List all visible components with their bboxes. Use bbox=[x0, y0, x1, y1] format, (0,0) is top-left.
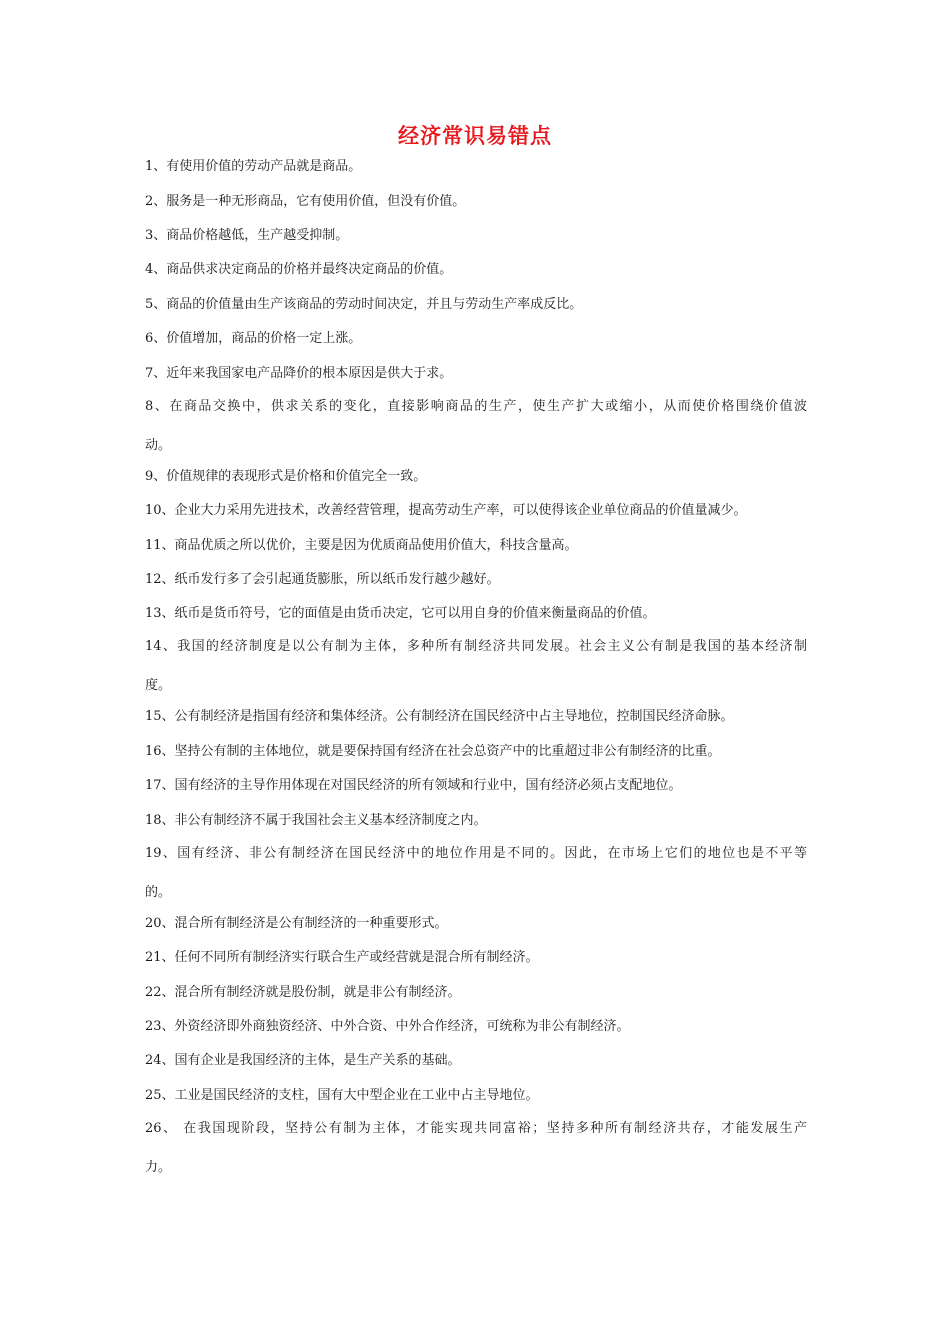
list-item bbox=[145, 941, 807, 975]
list-item-number: 4、 bbox=[145, 262, 167, 278]
document-title: 经济常识易错点 bbox=[398, 123, 552, 148]
list-item-text: 纸币是货币符号，它的面值是由货币决定，它可以用自身的价值来衡量商品的价值。 bbox=[174, 606, 656, 622]
list-item-text: 国有企业是我国经济的主体，是生产关系的基础。 bbox=[174, 1053, 461, 1069]
list-item-continuation: 的。 bbox=[145, 884, 172, 900]
list-item-number: 8、 bbox=[145, 398, 170, 414]
list-item bbox=[145, 838, 807, 907]
list-item bbox=[145, 391, 807, 460]
list-item bbox=[145, 1079, 807, 1113]
list-item bbox=[145, 700, 807, 734]
list-item-line bbox=[145, 397, 807, 417]
list-item-text: 外资经济即外商独资经济、中外合资、中外合作经济，可统称为非公有制经济。 bbox=[174, 1019, 630, 1034]
list-item-text: 企业大力采用先进技术，改善经营管理，提高劳动生产率，可以使得该企业单位商品的价值量减少。 bbox=[174, 503, 747, 519]
list-item bbox=[145, 1044, 807, 1078]
list-item bbox=[145, 597, 807, 631]
list-item bbox=[145, 1010, 807, 1044]
list-item-text: 服务是一种无形商品，它有使用价值，但没有价值。 bbox=[166, 193, 466, 209]
list-item-text: 商品优质之所以优价，主要是因为优质商品使用价值大，科技含量高。 bbox=[174, 537, 578, 553]
list-item bbox=[145, 494, 807, 528]
list-item-text: 国有经济、非公有制经济在国民经济中的地位作用是不同的。因此，在市场上它们的地位也是不平等 bbox=[177, 845, 807, 861]
list-item-number: 10、 bbox=[145, 503, 175, 519]
list-item-text: 混合所有制经济是公有制经济的一种重要形式。 bbox=[174, 915, 448, 931]
list-item-number: 26、 bbox=[145, 1120, 178, 1136]
list-item bbox=[145, 975, 807, 1009]
list-item-text: 坚持公有制的主体地位，就是要保持国有经济在社会总资产中的比重超过非公有制经济的比重。 bbox=[174, 743, 721, 759]
list-item-text: 我国的经济制度是以公有制为主体，多种所有制经济共同发展。社会主义公有制是我国的基本经济制 bbox=[177, 639, 807, 655]
list-item-number: 18、 bbox=[145, 812, 175, 828]
list-item bbox=[145, 769, 807, 803]
list-item-text: 有使用价值的劳动产品就是商品。 bbox=[166, 159, 362, 175]
list-item-number: 1、 bbox=[145, 159, 167, 175]
list-item-text: 非公有制经济不属于我国社会主义基本经济制度之内。 bbox=[174, 812, 487, 828]
list-item-number: 12、 bbox=[145, 571, 175, 587]
list-item-number: 19、 bbox=[145, 845, 178, 861]
list-item-number: 2、 bbox=[145, 193, 167, 209]
list-item bbox=[145, 563, 807, 597]
list-item-text: 在我国现阶段，坚持公有制为主体，才能实现共同富裕；坚持多种所有制经济共存，才能发展生产 bbox=[177, 1120, 807, 1136]
list-item-number: 3、 bbox=[145, 227, 167, 243]
list-item-continuation: 度。 bbox=[145, 678, 172, 694]
list-item bbox=[145, 907, 807, 941]
list-item-text: 近年来我国家电产品降价的根本原因是供大于求。 bbox=[166, 365, 453, 381]
list-item bbox=[145, 631, 807, 700]
list-item-number: 25、 bbox=[145, 1087, 175, 1103]
list-item-number: 11、 bbox=[145, 537, 175, 553]
list-item bbox=[145, 528, 807, 562]
list-item bbox=[145, 288, 807, 322]
list-item-number: 13、 bbox=[145, 606, 175, 622]
list-item bbox=[145, 1113, 807, 1182]
list-item-number: 9、 bbox=[145, 468, 167, 484]
list-item-text: 商品供求决定商品的价格并最终决定商品的价值。 bbox=[166, 262, 453, 278]
list-item-text: 工业是国民经济的支柱，国有大中型企业在工业中占主导地位。 bbox=[174, 1087, 539, 1103]
list-item-number: 16、 bbox=[145, 743, 175, 759]
list-item-text: 国有经济的主导作用体现在对国民经济的所有领域和行业中，国有经济必须占支配地位。 bbox=[174, 778, 682, 794]
list-item bbox=[145, 735, 807, 769]
list-item-number: 14、 bbox=[145, 639, 178, 655]
list-item-continuation: 力。 bbox=[145, 1159, 172, 1175]
list-item bbox=[145, 253, 807, 287]
list-item-line bbox=[145, 637, 807, 657]
list-item-number: 5、 bbox=[145, 296, 167, 312]
list-item bbox=[145, 803, 807, 837]
list-item-line bbox=[145, 844, 807, 864]
list-item-text: 价值规律的表现形式是价格和价值完全一致。 bbox=[166, 468, 427, 484]
list-item-text: 公有制经济是指国有经济和集体经济。公有制经济在国民经济中占主导地位，控制国民经济命脉。 bbox=[174, 709, 734, 725]
list-item-number: 6、 bbox=[145, 331, 167, 347]
list-item-number: 17、 bbox=[145, 778, 175, 794]
list-item-line bbox=[145, 1119, 807, 1139]
list-item-number: 22、 bbox=[145, 984, 175, 1000]
list-item bbox=[145, 219, 807, 253]
list-item-text: 任何不同所有制经济实行联合生产或经营就是混合所有制经济。 bbox=[174, 950, 539, 966]
list-item-number: 23、 bbox=[145, 1019, 175, 1034]
list-item-continuation: 动。 bbox=[145, 437, 172, 453]
list-item bbox=[145, 460, 807, 494]
list-item-number: 20、 bbox=[145, 915, 175, 931]
list-item-text: 纸币发行多了会引起通货膨胀，所以纸币发行越少越好。 bbox=[174, 571, 500, 587]
list-item-number: 24、 bbox=[145, 1053, 175, 1069]
list-item-text: 商品价格越低，生产越受抑制。 bbox=[166, 227, 349, 243]
list-item-number: 7、 bbox=[145, 365, 167, 381]
list-item bbox=[145, 322, 807, 356]
list-item-text: 混合所有制经济就是股份制，就是非公有制经济。 bbox=[174, 984, 461, 1000]
list-item-text: 在商品交换中，供求关系的变化，直接影响商品的生产，使生产扩大或缩小，从而使价格围绕价值波 bbox=[169, 398, 807, 414]
list-item-text: 价值增加，商品的价格一定上涨。 bbox=[166, 331, 362, 347]
list-item-number: 15、 bbox=[145, 709, 175, 725]
error-point-list bbox=[145, 150, 807, 1182]
list-item bbox=[145, 184, 807, 218]
list-item bbox=[145, 150, 807, 184]
list-item-text: 商品的价值量由生产该商品的劳动时间决定，并且与劳动生产率成反比。 bbox=[166, 296, 583, 312]
list-item-number: 21、 bbox=[145, 950, 175, 966]
list-item bbox=[145, 356, 807, 390]
